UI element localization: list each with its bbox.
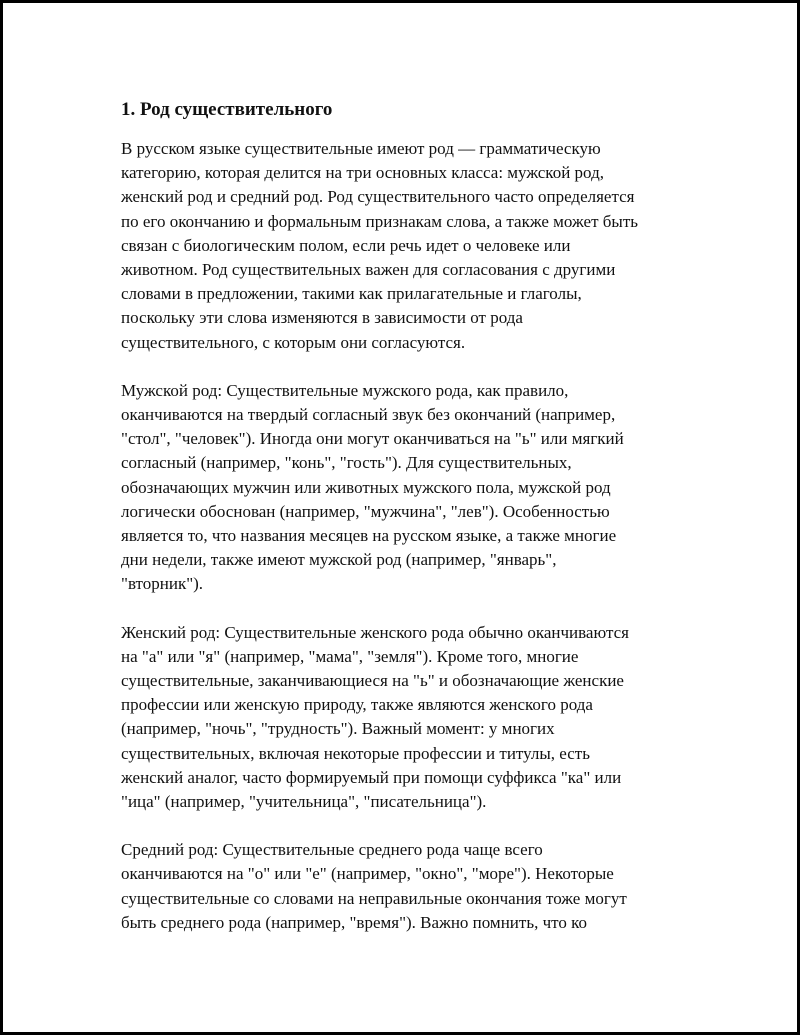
text-line: существительные со словами на неправильные окончания тоже могут (121, 888, 627, 908)
section-heading: 1. Род существительного (121, 99, 333, 120)
text-line: логически обоснован (например, "мужчина", "лев"). Особенностью (121, 501, 610, 521)
text-line: обозначающих мужчин или животных мужского пола, мужской род (121, 477, 611, 497)
text-line: "стол", "человек"). Иногда они могут оканчиваться на "ь" или мягкий (121, 429, 624, 449)
text-line: профессии или женскую природу, также являются женского рода (121, 695, 593, 715)
text-line: Средний род: Существительные среднего рода чаще всего (121, 840, 543, 860)
text-line: женский род и средний род. Род существительного часто определяется (121, 187, 635, 207)
text-line: по его окончанию и формальным признакам слова, а также может быть (121, 211, 639, 231)
text-line: оканчиваются на "о" или "е" (например, "окно", "море"). Некоторые (121, 864, 614, 884)
text-line: является то, что названия месяцев на русском языке, а также многие (121, 526, 617, 546)
intro-paragraph (121, 137, 701, 355)
text-line: категорию, которая делится на три основных класса: мужской род, (121, 163, 604, 183)
text-line: Мужской род: Существительные мужского рода, как правило, (121, 380, 569, 400)
text-line: связан с биологическим полом, если речь идет о человеке или (121, 235, 571, 255)
neuter-paragraph (121, 838, 701, 935)
text-line: животном. Род существительных важен для согласования с другими (121, 260, 616, 280)
text-line: словами в предложении, такими как прилагательные и глаголы, (121, 284, 582, 304)
text-line: В русском языке существительные имеют род — грамматическую (121, 139, 601, 158)
text-line: "ица" (например, "учительница", "писательница"). (121, 792, 487, 812)
text-line: "вторник"). (121, 574, 204, 594)
text-line: оканчиваются на твердый согласный звук без окончаний (например, (121, 405, 616, 425)
text-line: быть среднего рода (например, "время"). Важно помнить, что ко (121, 912, 587, 932)
text-line: женский аналог, часто формируемый при помощи суффикса "ка" или (121, 767, 622, 787)
text-line: на "а" или "я" (например, "мама", "земля"). Кроме того, многие (121, 646, 579, 666)
text-line: согласный (например, "конь", "гость"). Для существительных, (121, 453, 572, 473)
text-line: существительного, с которым они согласуются. (121, 332, 466, 352)
text-line: Женский род: Существительные женского рода обычно оканчиваются (121, 622, 629, 642)
text-line: поскольку эти слова изменяются в зависимости от рода (121, 308, 523, 328)
feminine-paragraph (121, 621, 701, 815)
text-line: дни недели, также имеют мужской род (например, "январь", (121, 550, 557, 570)
document-body (121, 98, 701, 959)
text-line: существительных, включая некоторые профессии и титулы, есть (121, 743, 590, 763)
text-line: (например, "ночь", "трудность"). Важный момент: у многих (121, 719, 555, 739)
masculine-paragraph (121, 379, 701, 597)
text-line: существительные, заканчивающиеся на "ь" и обозначающие женские (121, 671, 624, 691)
